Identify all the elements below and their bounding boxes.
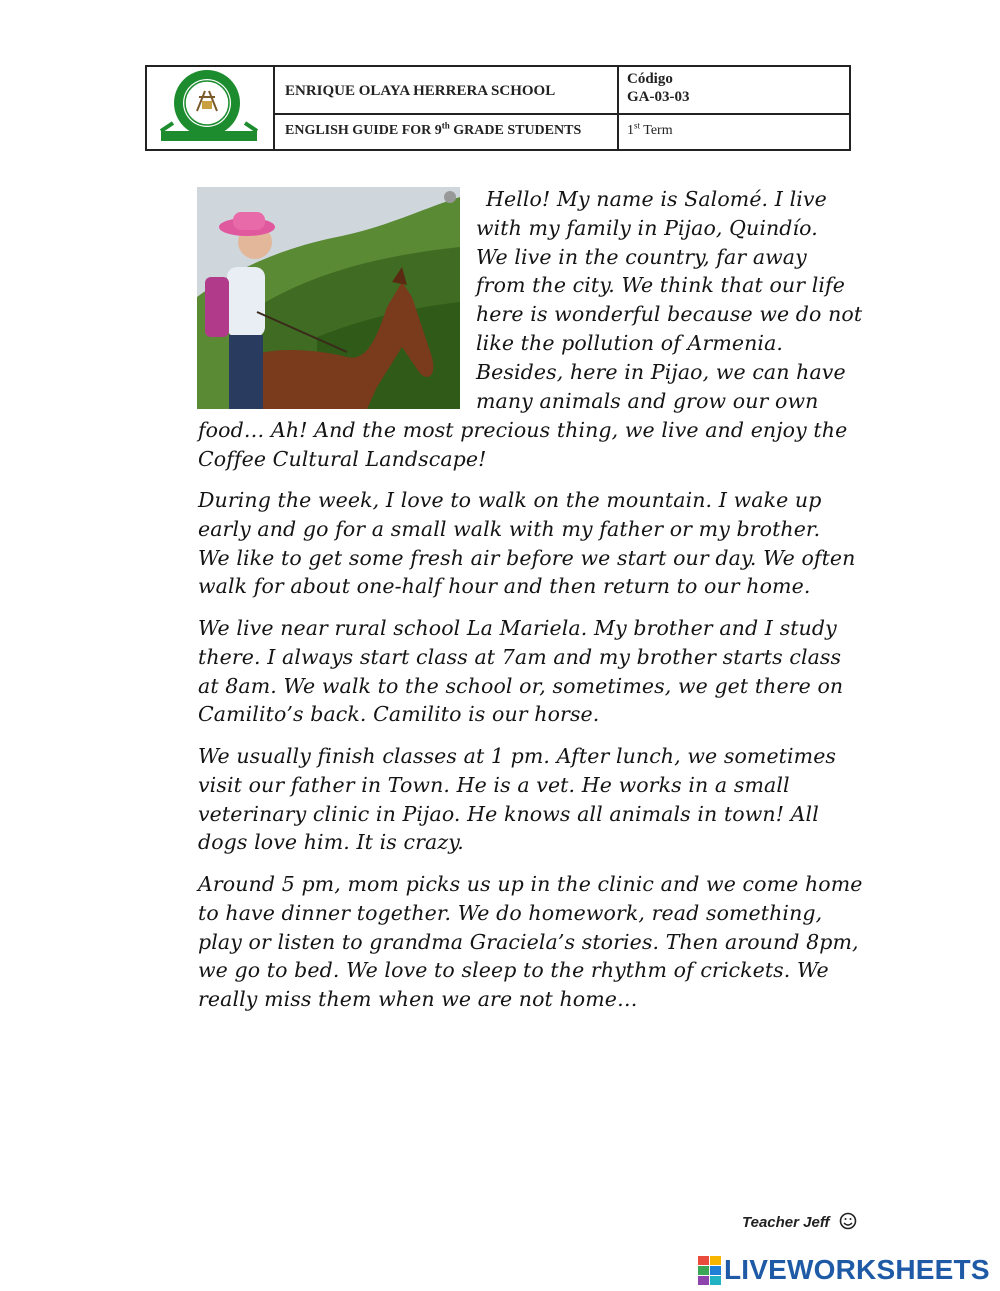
code-value: GA-03-03 (627, 89, 690, 105)
teacher-signature: Teacher Jeff (742, 1212, 858, 1231)
paragraph-line: We usually finish classes at 1 pm. After lunch, we sometimes (198, 744, 837, 768)
paragraph-line: there. I always start class at 7am and my brother starts class (198, 644, 842, 669)
paragraph-line: dogs love him. It is crazy. (198, 830, 464, 855)
paragraph-evening (198, 870, 862, 1014)
paragraph-afternoon (198, 742, 836, 857)
intro-line: like the pollution of Armenia. (476, 330, 784, 355)
intro-line: from the city. We think that our life (476, 273, 845, 298)
document-header (145, 65, 851, 151)
paragraph-line: play or listen to grandma Graciela’s stories. Then around 8pm, (198, 929, 859, 954)
school-crest-logo (147, 67, 275, 149)
intro-line: here is wonderful because we do not (476, 302, 863, 327)
paragraph-line: Around 5 pm, mom picks us up in the clinic and we come home (198, 872, 863, 896)
paragraph-line: Camilito’s back. Camilito is our horse. (198, 702, 600, 727)
paragraph-line: We live near rural school La Mariela. My brother and I study (198, 616, 837, 640)
paragraph-line: walk for about one-half hour and then return to our home. (198, 574, 811, 599)
intro-line: Besides, here in Pijao, we can have (476, 359, 846, 384)
paragraph-line: During the week, I love to walk on the mountain. I wake up (198, 488, 822, 512)
paragraph-line: early and go for a small walk with my father or my brother. (198, 516, 821, 541)
paragraph-line: at 8am. We walk to the school or, sometimes, we get there on (198, 673, 844, 698)
intro-tail (198, 416, 847, 474)
liveworksheets-logo-icon (698, 1256, 722, 1286)
intro-line: Coffee Cultural Landscape! (198, 446, 487, 471)
intro-line: with my family in Pijao, Quindío. (476, 215, 818, 240)
paragraph-line: veterinary clinic in Pijao. He knows all animals in town! All (198, 801, 819, 826)
paragraph-line: We like to get some fresh air before we start our day. We often (198, 545, 856, 570)
school-logo-cell (147, 67, 275, 149)
intro-paragraph (476, 185, 862, 415)
paragraph-line: visit our father in Town. He is a vet. He works in a small (198, 772, 790, 797)
paragraph-morning-walk (198, 486, 855, 601)
school-name: ENRIQUE OLAYA HERRERA SCHOOL (275, 67, 619, 115)
code-label: Código (627, 71, 673, 87)
paragraph-line: we go to bed. We love to sleep to the rhythm of crickets. We (198, 958, 829, 983)
paragraph-school (198, 614, 843, 729)
intro-line: food… Ah! And the most precious thing, we live and enjoy the (198, 418, 848, 442)
paragraph-line: to have dinner together. We do homework, read something, (198, 900, 823, 925)
paragraph-line: really miss them when we are not home… (198, 987, 638, 1012)
liveworksheets-brand[interactable] (698, 1254, 994, 1288)
intro-line: Hello! My name is Salomé. I live (486, 187, 827, 211)
brand-name: LIVEWORKSHEETS (724, 1254, 990, 1285)
girl-on-horse-photo (197, 187, 460, 409)
guide-title: ENGLISH GUIDE FOR 9th GRADE STUDENTS (275, 115, 619, 149)
document-code (619, 67, 849, 115)
term-label: 1st Term (627, 120, 673, 138)
intro-line: many animals and grow our own (476, 388, 819, 413)
intro-line: We live in the country, far away (476, 244, 807, 269)
smiley-icon (838, 1212, 858, 1230)
